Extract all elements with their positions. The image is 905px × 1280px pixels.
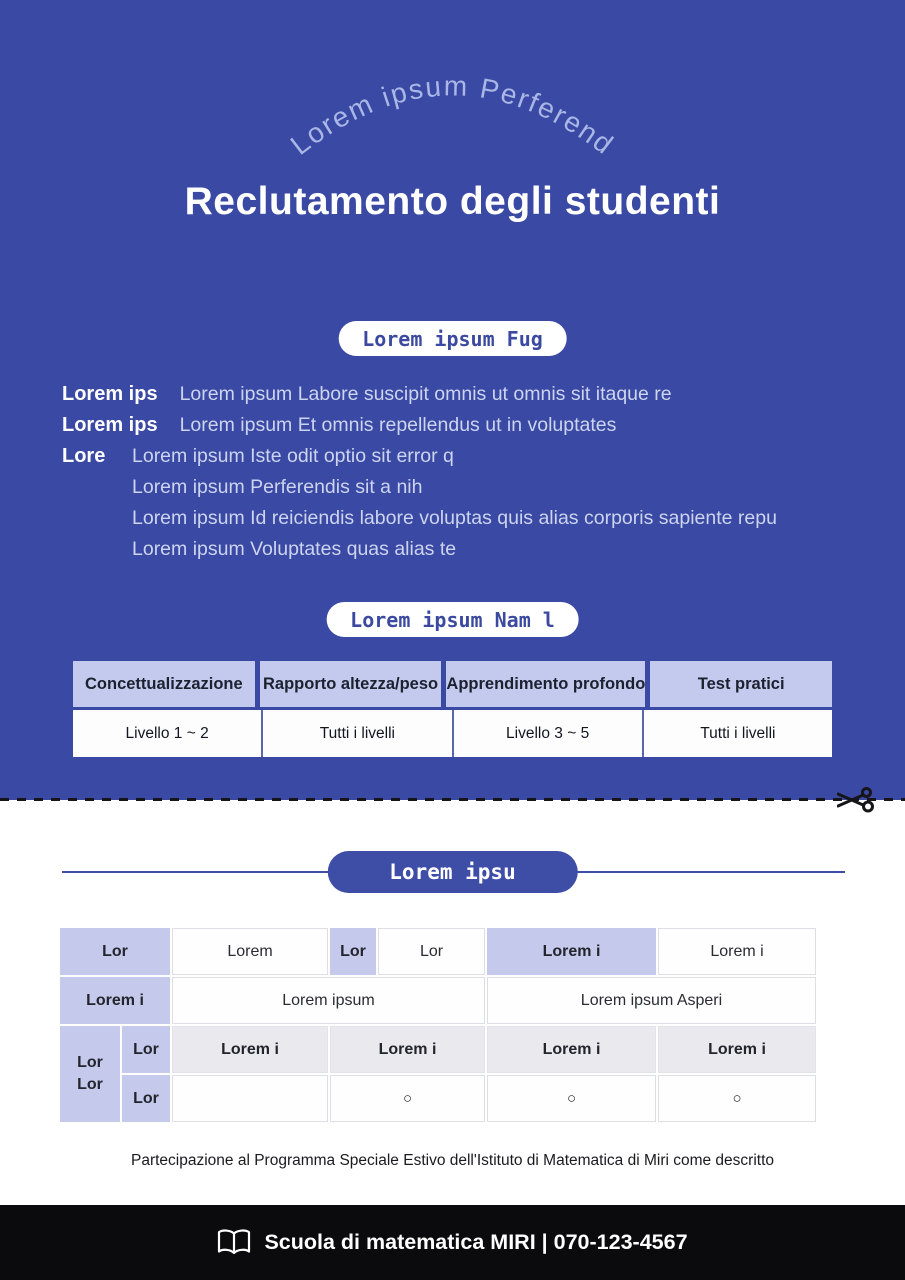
- form-table-cell: Lorem i: [60, 977, 170, 1024]
- form-table-cell: Lorem i: [658, 1026, 816, 1073]
- scissors-icon: [837, 786, 877, 814]
- form-table-circle-cell: ○: [487, 1075, 656, 1122]
- levels-table-value: Livello 3 ~ 5: [452, 710, 642, 757]
- levels-table-value-row: [73, 710, 832, 757]
- levels-table-header: Rapporto altezza/peso: [260, 661, 442, 707]
- levels-table-header: Concettualizzazione: [73, 661, 255, 707]
- levels-table-value: Tutti i livelli: [642, 710, 832, 757]
- info-row-text: Lorem ipsum Et omnis repellendus ut in voluptates: [179, 414, 617, 436]
- form-table-circle-cell: ○: [658, 1075, 816, 1122]
- form-table-cell: Lor: [378, 928, 485, 975]
- form-table-cell: Lorem: [172, 928, 328, 975]
- info-list: [62, 379, 875, 565]
- form-table-cell: Lor: [60, 928, 170, 975]
- form-table-cell: Lor: [122, 1026, 170, 1073]
- levels-table: [73, 661, 832, 757]
- arc-text: Lorem ipsum Perferend: [284, 70, 621, 161]
- info-row-text: Lorem ipsum Id reiciendis labore voluptas quis alias corporis sapiente repu: [132, 507, 777, 529]
- info-section-pill: Lorem ipsum Fug: [338, 321, 567, 356]
- cut-dashed-line: [0, 798, 905, 801]
- form-table-cell: Lorem ipsum Asperi: [487, 977, 816, 1024]
- info-row-text: Lorem ipsum Perferendis sit a nih: [132, 476, 423, 498]
- arc-text-graphic: [0, 48, 905, 288]
- page-title: Reclutamento degli studenti: [184, 180, 721, 223]
- info-row: [62, 410, 875, 441]
- form-table: [60, 928, 816, 1122]
- form-table-cell: Lor: [122, 1075, 170, 1122]
- form-table-merged-cell: [60, 1026, 120, 1122]
- form-table-merged-line: Lor: [77, 1054, 103, 1072]
- info-row-label: Lore: [62, 445, 106, 467]
- info-row: [62, 503, 875, 534]
- info-row-label: Lorem ips: [62, 414, 158, 436]
- form-table-cell: Lorem i: [487, 928, 656, 975]
- form-table-cell: Lorem i: [330, 1026, 485, 1073]
- footer-bar: [0, 1205, 905, 1280]
- info-row: [62, 441, 875, 472]
- info-row-text: Lorem ipsum Iste odit optio sit error q: [132, 445, 454, 467]
- bottom-white-section: [0, 800, 905, 1205]
- levels-table-value: Tutti i livelli: [261, 710, 451, 757]
- form-table-cell: Lor: [330, 928, 376, 975]
- levels-table-header: Test pratici: [650, 661, 832, 707]
- open-book-icon: [217, 1228, 251, 1258]
- footer-text: Scuola di matematica MIRI | 070-123-4567: [264, 1230, 688, 1254]
- form-table-cell: Lorem i: [487, 1026, 656, 1073]
- info-row-text: Lorem ipsum Voluptates quas alias te: [132, 538, 457, 560]
- levels-table-header-row: [73, 661, 832, 707]
- form-table-cell: [172, 1075, 328, 1122]
- levels-table-header: Apprendimento profondo: [446, 661, 645, 707]
- info-row: [62, 472, 875, 503]
- levels-table-value: Livello 1 ~ 2: [125, 724, 209, 742]
- form-section-pill: Lorem ipsu: [327, 851, 577, 893]
- info-row: [62, 534, 875, 565]
- form-table-circle-cell: ○: [330, 1075, 485, 1122]
- levels-section-pill: Lorem ipsum Nam l: [326, 602, 579, 637]
- form-table-merged-line: Lor: [77, 1076, 103, 1093]
- info-row-text: Lorem ipsum Labore suscipit omnis ut omnis sit itaque re: [179, 383, 672, 405]
- participation-caption: Partecipazione al Programma Speciale Estivo dell'Istituto di Matematica di Miri come descritto: [130, 1152, 775, 1169]
- form-table-cell: Lorem i: [658, 928, 816, 975]
- form-table-cell: Lorem i: [172, 1026, 328, 1073]
- form-table-cell: Lorem ipsum: [172, 977, 485, 1024]
- info-row: [62, 379, 875, 410]
- info-row-label: Lorem ips: [62, 383, 158, 405]
